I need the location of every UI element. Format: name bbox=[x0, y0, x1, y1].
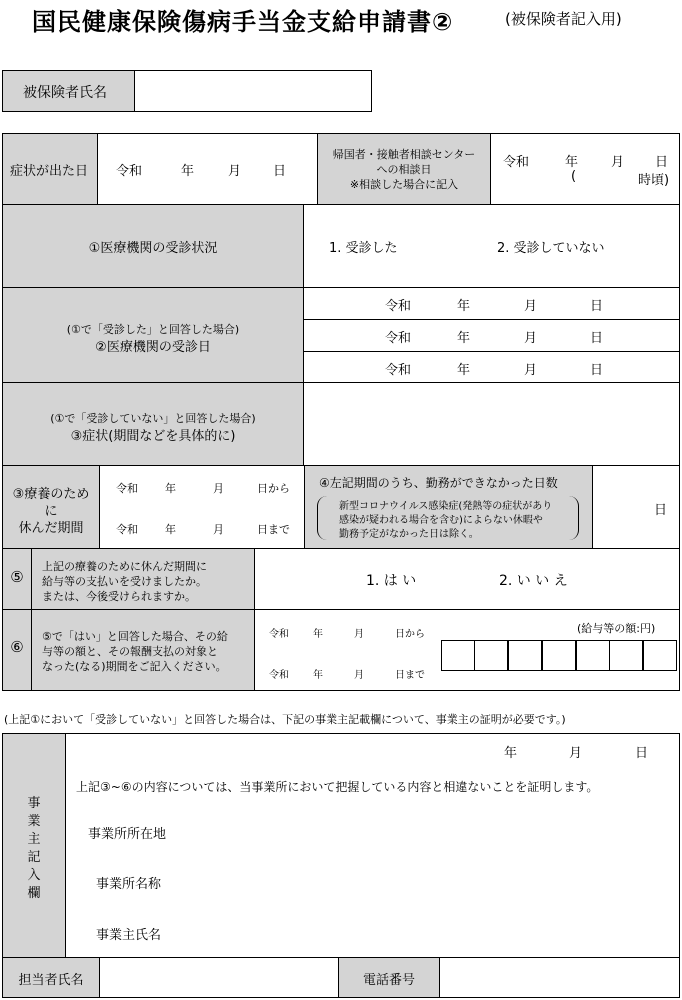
q2-row2-era: 令和 bbox=[385, 331, 412, 346]
insured-name-label-cell bbox=[2, 70, 135, 112]
q4-note-2: 感染が疑われる場合を含む)によらない休暇や bbox=[339, 515, 543, 526]
q1-label: ①医療機関の受診状況 bbox=[88, 241, 218, 256]
amount-digit-box[interactable] bbox=[609, 640, 643, 671]
rest-from-era: 令和 bbox=[116, 482, 138, 495]
q6-number-cell bbox=[2, 609, 32, 691]
q4-label-cell bbox=[304, 465, 593, 549]
q4-note-1: 新型コロナウイルス感染症(発熱等の症状があり bbox=[339, 501, 553, 512]
employer-note: (上記①において「受診していない」と回答した場合は、下記の事業主記載欄について、事業主の証明が必要です。) bbox=[4, 713, 566, 726]
employer-side-char: 主 bbox=[27, 832, 41, 847]
rest-label-2: に bbox=[44, 504, 58, 519]
rest-from-month-unit: 月 bbox=[213, 482, 224, 495]
q3-symptoms-field[interactable] bbox=[303, 382, 680, 466]
q6-to-year-unit: 年 bbox=[313, 670, 323, 681]
consult-label-1: 帰国者・接触者相談センター bbox=[332, 148, 476, 161]
onset-era: 令和 bbox=[116, 164, 143, 179]
q6-text-3: なった(なる)期間をご記入ください。 bbox=[42, 660, 227, 673]
onset-day-unit: 日 bbox=[273, 164, 287, 179]
q4-days-field[interactable] bbox=[592, 465, 680, 549]
q6-number: ⑥ bbox=[10, 638, 24, 656]
q4-note-3: 勤務予定がなかった日は除く。 bbox=[339, 529, 479, 540]
employer-side-label-cell bbox=[2, 733, 66, 958]
consult-year-unit: 年 bbox=[565, 155, 579, 170]
consult-date-field[interactable] bbox=[490, 133, 680, 205]
q5-options bbox=[254, 548, 680, 610]
consult-day-unit: 日 bbox=[655, 155, 669, 170]
q6-text-2: 与等の額と、その報酬支払の対象と bbox=[42, 645, 218, 658]
contact-phone-field[interactable] bbox=[439, 957, 680, 998]
rest-label-3: 休んだ期間 bbox=[18, 521, 84, 536]
employer-address-label: 事業所所在地 bbox=[88, 827, 167, 842]
q5-text-1: 上記の療養のために休んだ期間に bbox=[42, 560, 207, 573]
q6-to-month-unit: 月 bbox=[354, 670, 364, 681]
q1-option-not-visited[interactable]: 2. 受診していない bbox=[497, 241, 605, 256]
employer-side-char: 事 bbox=[27, 796, 41, 811]
consult-time-unit: 時頃) bbox=[638, 173, 670, 188]
q6-amount-label: (給与等の額:円) bbox=[577, 622, 656, 635]
amount-digit-box[interactable] bbox=[643, 640, 677, 671]
amount-digit-box[interactable] bbox=[542, 640, 576, 671]
employer-side-label bbox=[3, 792, 65, 900]
rest-to-era: 令和 bbox=[116, 523, 138, 536]
q2-date-row-2[interactable] bbox=[303, 319, 680, 352]
q6-to-era: 令和 bbox=[269, 670, 289, 681]
employer-side-char: 入 bbox=[27, 868, 41, 883]
contact-person-label-cell bbox=[2, 957, 100, 998]
onset-date-field[interactable] bbox=[97, 133, 318, 205]
page-title: 国民健康保険傷病手当金支給申請書② bbox=[32, 8, 454, 36]
q6-from-month-unit: 月 bbox=[354, 629, 364, 640]
onset-month-unit: 月 bbox=[228, 164, 242, 179]
contact-person-label: 担当者氏名 bbox=[18, 973, 84, 988]
q6-from-era: 令和 bbox=[269, 629, 289, 640]
q2-row1-era: 令和 bbox=[385, 299, 412, 314]
q3-label-1: (①で「受診していない」と回答した場合) bbox=[50, 412, 256, 425]
rest-label-cell bbox=[2, 465, 100, 549]
rest-to-month-unit: 月 bbox=[213, 523, 224, 536]
q4-label: ④左記期間のうち、勤務ができなかった日数 bbox=[319, 476, 558, 490]
rest-from-year-unit: 年 bbox=[165, 482, 176, 495]
amount-digit-box[interactable] bbox=[441, 640, 475, 671]
contact-phone-label: 電話番号 bbox=[362, 973, 415, 988]
employer-owner-label: 事業主氏名 bbox=[96, 928, 162, 943]
page-subtitle: (被保険者記入用) bbox=[505, 10, 622, 28]
rest-from-day-unit: 日から bbox=[257, 482, 290, 495]
q2-label-cell bbox=[2, 287, 304, 383]
q2-row3-day-unit: 日 bbox=[590, 363, 604, 378]
onset-label-cell bbox=[2, 133, 98, 205]
employer-year-unit: 年 bbox=[504, 746, 518, 761]
employer-certify-text: 上記③~⑥の内容については、当事業所において把握している内容と相違ないことを証明します。 bbox=[76, 780, 599, 794]
employer-day-unit: 日 bbox=[635, 746, 649, 761]
q5-number-cell bbox=[2, 548, 32, 610]
q6-amount-boxes[interactable] bbox=[441, 640, 677, 671]
amount-digit-box[interactable] bbox=[576, 640, 610, 671]
amount-digit-box[interactable] bbox=[474, 640, 508, 671]
insured-name-label: 被保険者氏名 bbox=[23, 85, 107, 101]
consult-time-open: ( bbox=[571, 169, 577, 184]
q5-text-3: または、今後受けられますか。 bbox=[42, 590, 196, 603]
rest-label-1: ③療養のため bbox=[12, 487, 90, 502]
q1-label-cell bbox=[2, 204, 304, 288]
insured-name-field[interactable] bbox=[134, 70, 372, 112]
consult-month-unit: 月 bbox=[611, 155, 625, 170]
consult-label-cell bbox=[317, 133, 491, 205]
q2-row3-year-unit: 年 bbox=[457, 363, 471, 378]
amount-digit-box[interactable] bbox=[508, 640, 542, 671]
q2-row3-era: 令和 bbox=[385, 363, 412, 378]
consult-label-2: への相談日 bbox=[376, 163, 432, 176]
q6-period-field[interactable] bbox=[254, 609, 680, 691]
consult-era: 令和 bbox=[503, 155, 530, 170]
employer-certify-field[interactable] bbox=[65, 733, 680, 958]
q4-day-unit: 日 bbox=[654, 503, 668, 518]
q6-from-day-unit: 日から bbox=[395, 629, 425, 640]
consult-label-3: ※相談した場合に記入 bbox=[349, 178, 459, 191]
q2-row1-year-unit: 年 bbox=[457, 299, 471, 314]
q5-option-no[interactable]: 2. い い え bbox=[499, 573, 568, 589]
q5-text-2: 給与等の支払いを受けましたか。 bbox=[42, 575, 207, 588]
q2-row2-year-unit: 年 bbox=[457, 331, 471, 346]
employer-side-char: 欄 bbox=[27, 886, 41, 901]
q2-label-1: (①で「受診した」と回答した場合) bbox=[66, 323, 240, 336]
q2-row1-month-unit: 月 bbox=[524, 299, 538, 314]
q3-label-2: ③症状(期間などを具体的に) bbox=[70, 429, 236, 444]
q3-label-cell bbox=[2, 382, 304, 466]
q6-question-cell bbox=[31, 609, 255, 691]
onset-label: 症状が出た日 bbox=[10, 164, 89, 179]
rest-to-year-unit: 年 bbox=[165, 523, 176, 536]
q2-row2-month-unit: 月 bbox=[524, 331, 538, 346]
q2-date-row-3[interactable] bbox=[303, 351, 680, 383]
q1-option-visited[interactable]: 1. 受診した bbox=[329, 241, 398, 256]
employer-side-char: 記 bbox=[27, 850, 41, 865]
q2-row1-day-unit: 日 bbox=[590, 299, 604, 314]
q1-options bbox=[303, 204, 680, 288]
contact-person-field[interactable] bbox=[99, 957, 339, 998]
employer-name-label: 事業所名称 bbox=[96, 877, 162, 892]
rest-period-field[interactable] bbox=[99, 465, 305, 549]
q2-date-row-1[interactable] bbox=[303, 287, 680, 320]
q6-to-day-unit: 日まで bbox=[395, 670, 425, 681]
q2-row3-month-unit: 月 bbox=[524, 363, 538, 378]
q2-row2-day-unit: 日 bbox=[590, 331, 604, 346]
contact-phone-label-cell bbox=[338, 957, 440, 998]
employer-side-char: 業 bbox=[27, 814, 41, 829]
q5-option-yes[interactable]: 1. は い bbox=[366, 573, 417, 589]
onset-year-unit: 年 bbox=[181, 164, 195, 179]
q5-question-cell bbox=[31, 548, 255, 610]
rest-to-day-unit: 日まで bbox=[257, 523, 290, 536]
employer-month-unit: 月 bbox=[569, 746, 583, 761]
q2-label-2: ②医療機関の受診日 bbox=[95, 340, 211, 355]
q6-from-year-unit: 年 bbox=[313, 629, 323, 640]
q6-text-1: ⑤で「はい」と回答した場合、その給 bbox=[42, 630, 228, 643]
q5-number: ⑤ bbox=[10, 568, 24, 586]
